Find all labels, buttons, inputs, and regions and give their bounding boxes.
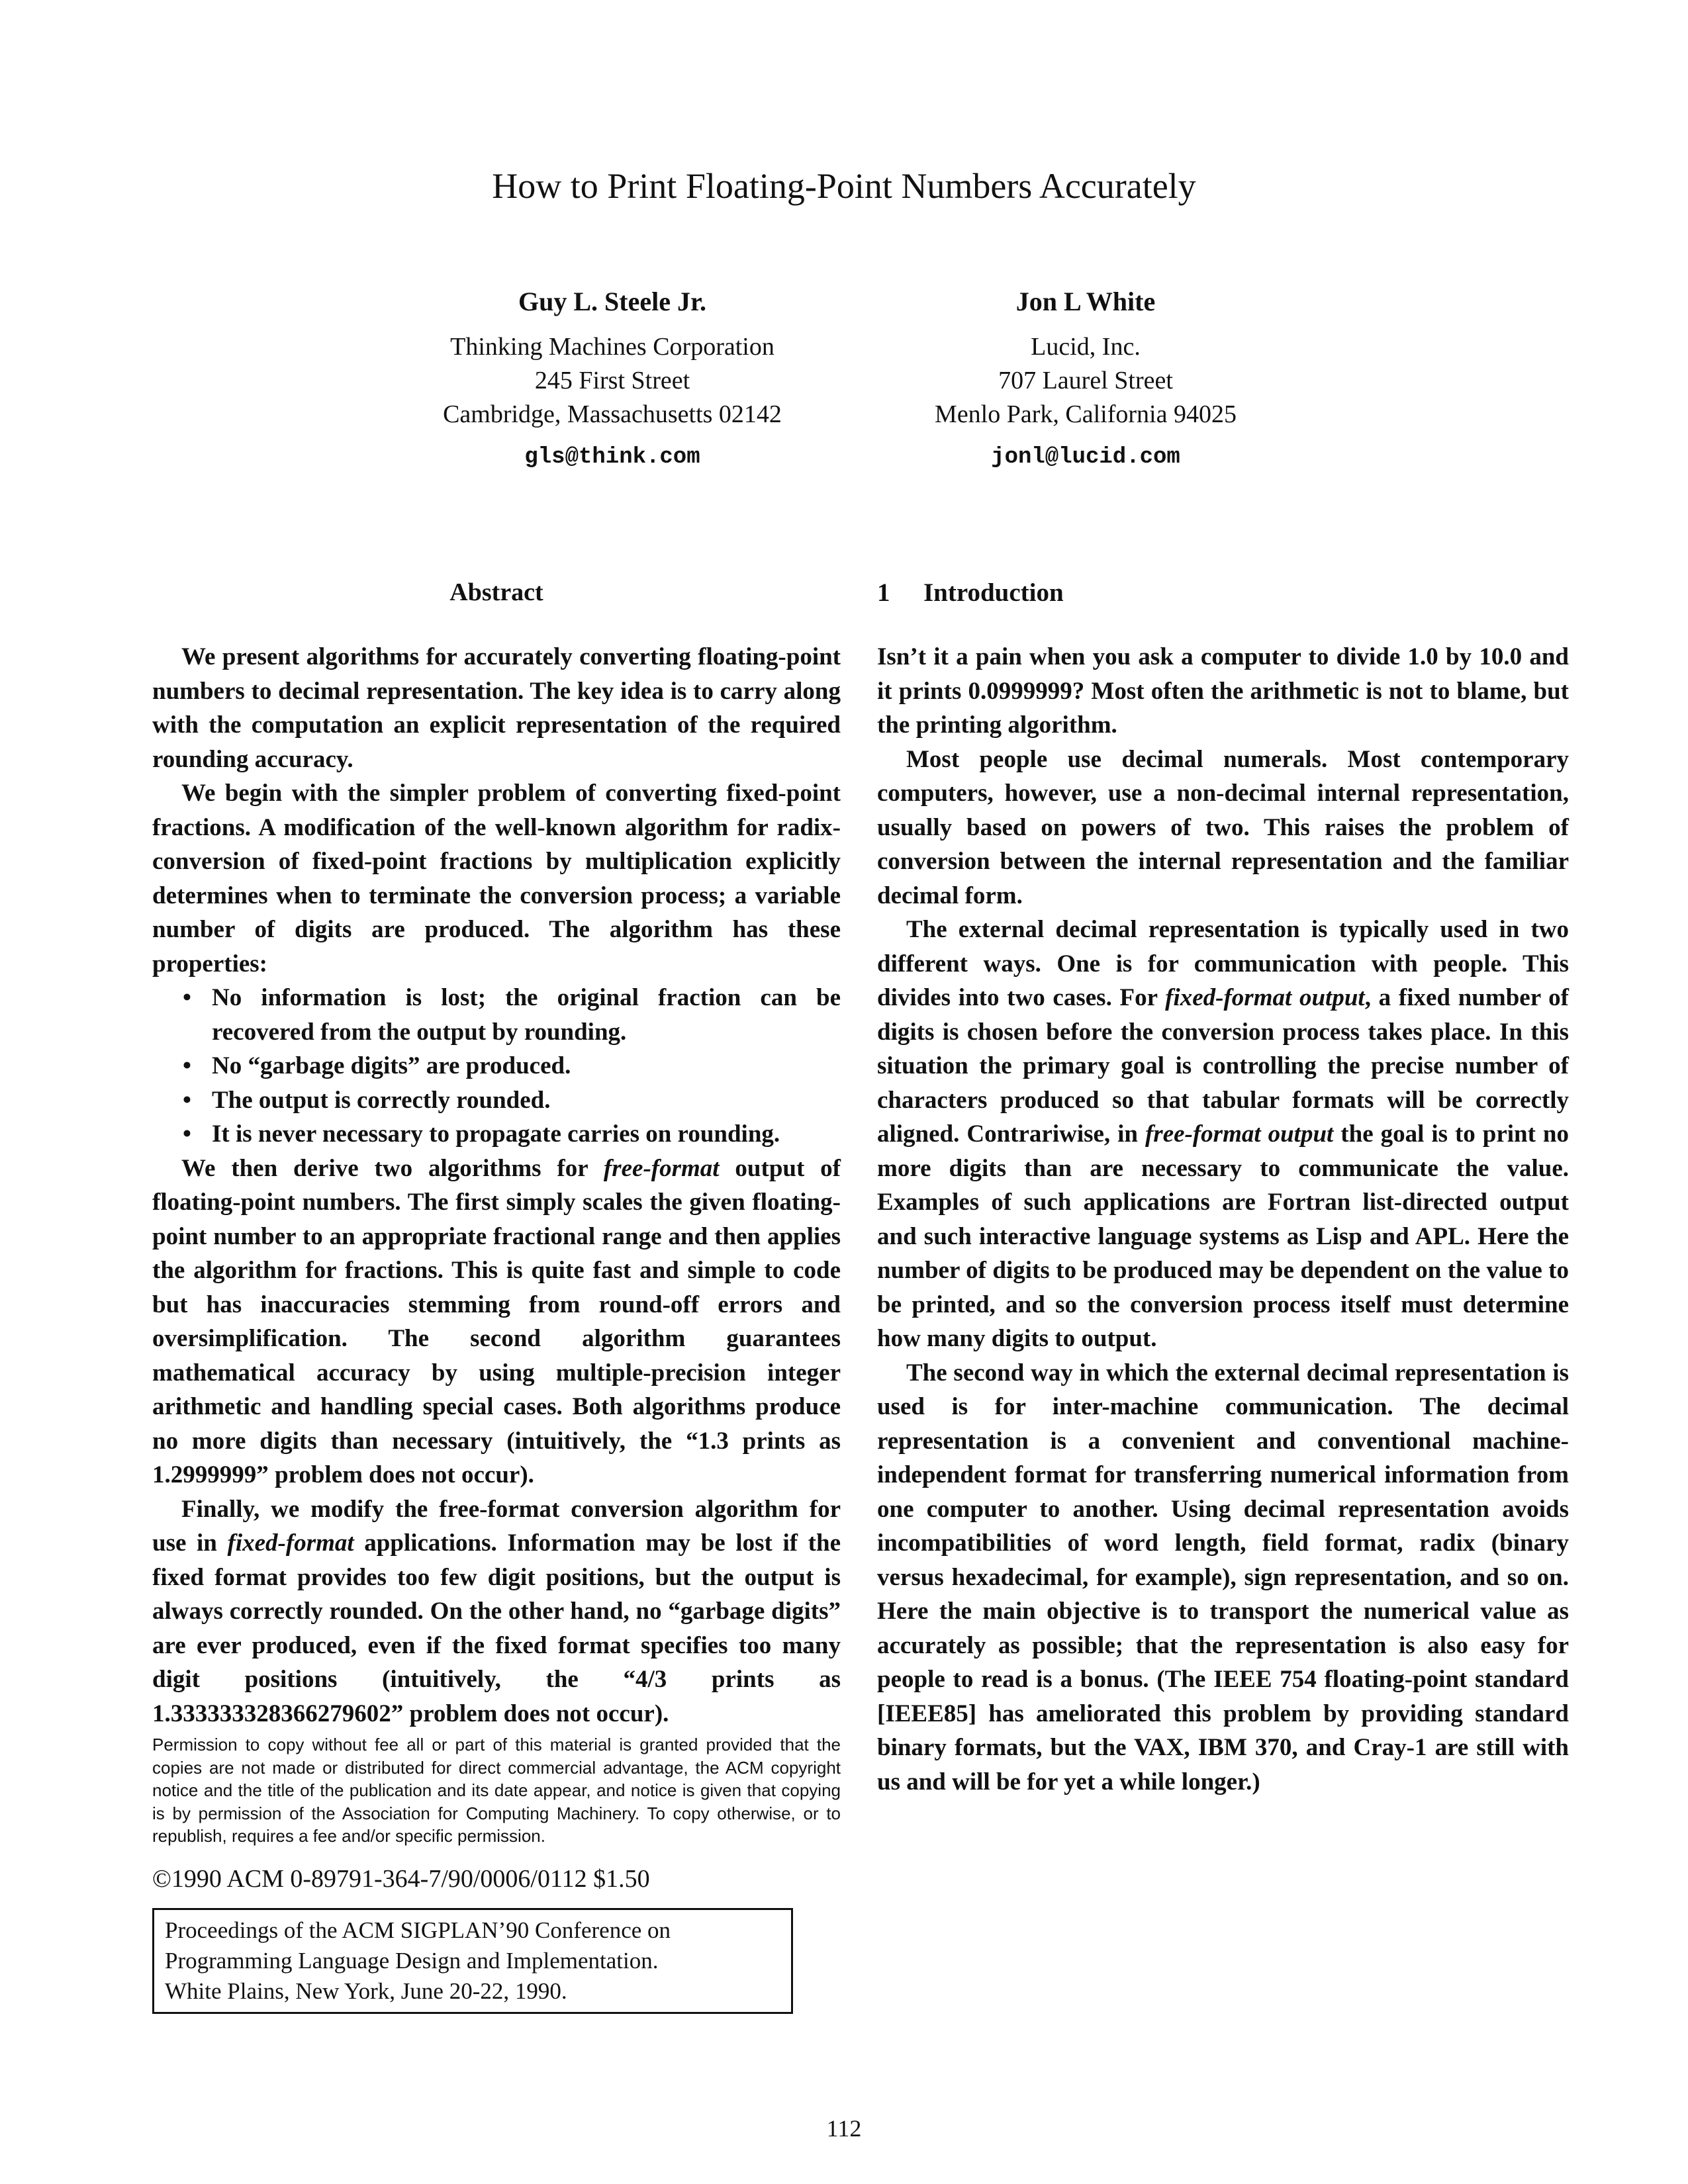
proceedings-line: White Plains, New York, June 20-22, 1990. <box>165 1978 567 2004</box>
abstract-paragraph-1: We present algorithms for accurately converting floating-point numbers to decimal representation. The key idea is to carry along with the computation an explicit representation of the required rounding accuracy. <box>152 643 841 773</box>
intro-paragraph-2: Most people use decimal numerals. Most contemporary computers, however, use a non-decimal internal representation, usually based on powers of two. This raises the problem of conversion between the internal representation and the familiar decimal form. <box>877 745 1569 909</box>
paper-title: How to Print Floating-Point Numbers Accurately <box>492 166 1196 206</box>
author-block-2 <box>854 285 1317 475</box>
proceedings-box <box>152 1908 793 2014</box>
author-email: jonl@lucid.com <box>991 445 1180 470</box>
section-title: Introduction <box>923 578 1064 607</box>
author-city: Menlo Park, California 94025 <box>935 400 1237 428</box>
author-block-1 <box>381 285 844 475</box>
author-street: 245 First Street <box>534 367 690 394</box>
list-item: • It is never necessary to propagate carries on rounding. <box>212 1117 841 1152</box>
author-street: 707 Laurel Street <box>998 367 1173 394</box>
page-number: 112 <box>826 2115 862 2142</box>
abstract-paragraph-2: We begin with the simpler problem of converting fixed-point fractions. A modification of the well-known algorithm for radix-conversion of fixed-point fractions by multiplication explicitly determines when to terminate the conversion process; a variable number of digits are produced. The algorithm has these properties: <box>152 780 841 978</box>
author-affiliation: Lucid, Inc. <box>1031 333 1141 361</box>
author-name: Guy L. Steele Jr. <box>518 287 707 316</box>
author-affiliation: Thinking Machines Corporation <box>450 333 774 361</box>
proceedings-line: Programming Language Design and Implementation. <box>165 1948 659 1974</box>
section-number: 1 <box>877 578 890 607</box>
author-name: Jon L White <box>1015 287 1156 316</box>
list-item: • The output is correctly rounded. <box>212 1083 841 1118</box>
author-city: Cambridge, Massachusetts 02142 <box>443 400 782 428</box>
section-heading <box>877 576 1569 610</box>
abstract-paragraph-3: We then derive two algorithms for free-format output of floating-point numbers. The first simply scales the given floating-point number to an appropriate fractional range and then applies the algorithm for fractions. This is quite fast and simple to code but has inaccuracies stemming from round-off errors and oversimplification. The second algorithm guarantees mathematical accuracy by using multiple-precision integer arithmetic and handling special cases. Both algorithms produce no more digits than necessary (intuitively, the “1.3 prints as 1.2999999” problem does not occur). <box>152 1154 841 1488</box>
left-column <box>152 576 841 2014</box>
right-column <box>877 576 1569 1799</box>
intro-paragraph-4: The second way in which the external decimal representation is used is for inter-machine communication. The decimal representation is a convenient and conventional machine-independent format for transferring numerical information from one computer to another. Using decimal representation avoids incompatibilities of word length, field format, radix (binary versus hexadecimal, for example), sign representation, and so on. Here the main objective is to transport the numerical value as accurately as possible; that the representation is also easy for people to read is a bonus. (The IEEE 754 floating-point standard [IEEE85] has ameliorated this problem by providing standard binary formats, but the VAX, IBM 370, and Cray-1 are still with us and will be for yet a while longer.) <box>877 1359 1569 1796</box>
abstract-paragraph-4: Finally, we modify the free-format conversion algorithm for use in fixed-format applications. Information may be lost if the fixed format provides too few digit positions, but the output is always correctly rounded. On the other hand, no “garbage digits” are ever produced, even if the fixed format specifies too many digit positions (intuitively, the “4/3 prints as 1.333333328366279602” problem does not occur). <box>152 1495 841 1727</box>
copyright-line: ©1990 ACM 0-89791-364-7/90/0006/0112 $1.50 <box>152 1864 650 1893</box>
property-list <box>152 981 841 1152</box>
proceedings-line: Proceedings of the ACM SIGPLAN’90 Conference on <box>165 1917 671 1943</box>
intro-paragraph-3: The external decimal representation is typically used in two different ways. One is for communication with people. This divides into two cases. For fixed-format output, a fixed number of digits is chosen before the conversion process takes place. In this situation the primary goal is controlling the precise number of characters produced so that tabular formats will be correctly aligned. Contrariwise, in free-format output the goal is to print no more digits than are necessary to communicate the value. Examples of such applications are Fortran list-directed output and such interactive language systems as Lisp and APL. Here the number of digits to be produced may be dependent on the value to be printed, and so the conversion process itself must determine how many digits to output. <box>877 916 1569 1352</box>
list-item: • No information is lost; the original fraction can be recovered from the output by rounding. <box>212 981 841 1049</box>
abstract-heading: Abstract <box>449 578 543 606</box>
author-email: gls@think.com <box>524 445 700 470</box>
intro-paragraph-1: Isn’t it a pain when you ask a computer to divide 1.0 by 10.0 and it prints 0.0999999? Most often the arithmetic is not to blame, but the printing algorithm. <box>877 643 1569 739</box>
permission-notice: Permission to copy without fee all or part of this material is granted provided that the copies are not made or distributed for direct commercial advantage, the ACM copyright notice and the title of the publication and its date appear, and notice is given that copying is by permission of the Association for Computing Machinery. To copy otherwise, or to republish, requires a fee and/or specific permission. <box>152 1735 841 1846</box>
list-item: • No “garbage digits” are produced. <box>212 1049 841 1083</box>
